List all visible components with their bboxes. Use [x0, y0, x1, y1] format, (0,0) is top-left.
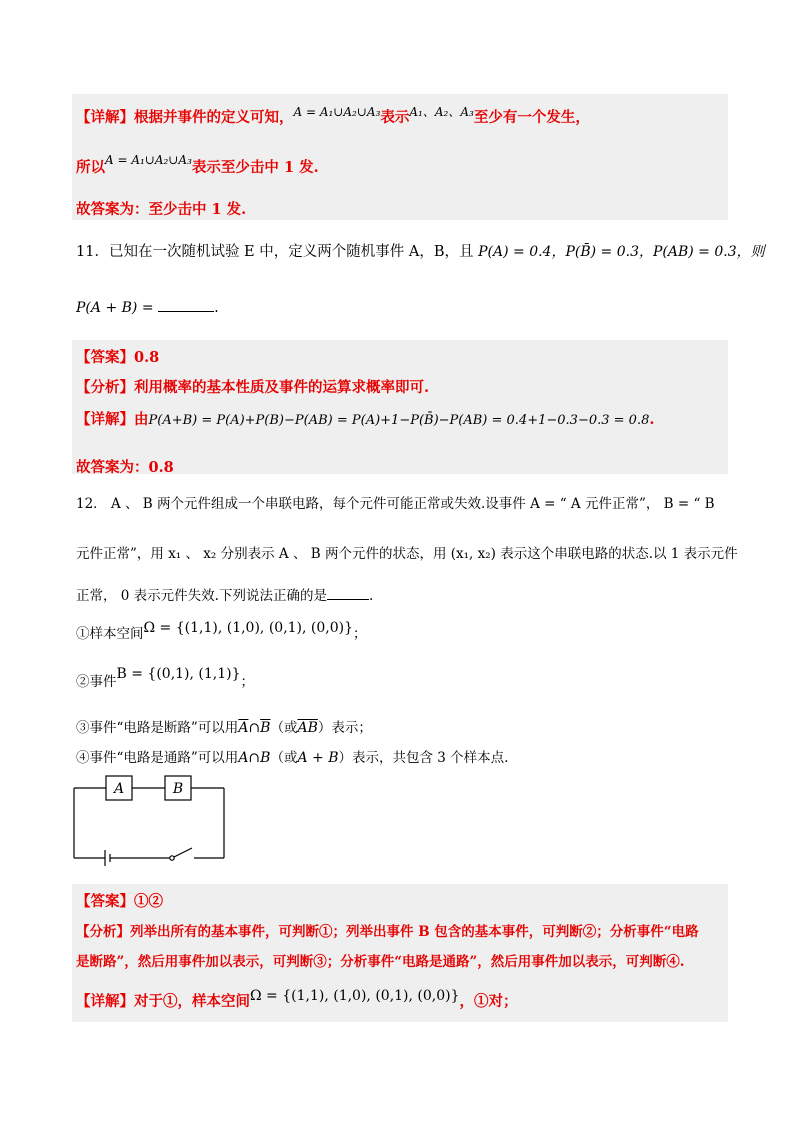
- answer-line: 【答案】①②: [76, 893, 163, 910]
- punctuation: .: [368, 588, 374, 604]
- detail-text: 【详解】根据并事件的定义可知，: [76, 109, 294, 126]
- label-a: A: [113, 781, 125, 797]
- question-12-line-3: [76, 584, 373, 604]
- question-text: 正常， 0 表示元件失效.下列说法正确的是: [76, 588, 327, 604]
- label-b: B: [172, 781, 184, 797]
- answer-blank: [327, 585, 369, 600]
- punctuation: .: [214, 300, 219, 316]
- question-text: 11．已知在一次随机试验 E 中，定义两个随机事件 A，B，且: [76, 244, 474, 260]
- punctuation: ；: [353, 626, 367, 642]
- circuit-diagram: [72, 770, 242, 870]
- math-expression: A + B: [297, 750, 339, 766]
- punctuation: .: [649, 411, 655, 428]
- analysis-line-2: 是断路”，然后用事件加以表示，可判断③；分析事件“电路是通路”，然后用事件加以表示，可判断④.: [76, 954, 685, 970]
- math-expression: P(A+B) = P(A)+P(B)−P(AB) = P(A)+1−P(B̄)−P(AB) = 0.4+1−0.3−0.3 = 0.8: [148, 413, 650, 428]
- math-expression: B = {(0,1), (1,1)}: [116, 666, 241, 682]
- math-expression: P(A) = 0.4，P(B̄) = 0.3，P(AB) = 0.3，则: [478, 244, 765, 260]
- detail-line-2: [76, 153, 319, 177]
- math-expression: $\overline{A}\cap\overline{B}$: [238, 720, 271, 736]
- option-3: [76, 716, 372, 736]
- analysis-line: 【分析】利用概率的基本性质及事件的运算求概率即可.: [76, 379, 430, 396]
- math-expression: P(A + B) =: [76, 300, 154, 316]
- punctuation: ；: [240, 674, 255, 690]
- answer-line: 【答案】0.8: [76, 349, 160, 366]
- detail-text: 表示至少击中 1 发.: [191, 159, 319, 176]
- detail-text: 表示: [380, 109, 410, 126]
- question-11-line-2: [76, 297, 219, 316]
- question-12-line-2: 元件正常”，用 x₁ 、 x₂ 分别表示 A 、 B 两个元件的状态，用 (x₁, x₂) 表示这个串联电路的状态.以 1 表示元件: [76, 546, 738, 562]
- detail-text: ，①对；: [459, 993, 518, 1010]
- math-expression: Ω = {(1,1), (1,0), (0,1), (0,0)}: [143, 620, 354, 636]
- option-text: ④事件“电路是通路”可以用: [76, 750, 239, 766]
- math-expression: A₁、A₂、A₃: [409, 105, 474, 119]
- final-answer-2: 故答案为：0.8: [76, 459, 174, 476]
- option-text: ）表示，共包含 3 个样本点.: [338, 750, 509, 766]
- analysis-line-1: 【分析】列举出所有的基本事件，可判断①；列举出事件 B 包含的基本事件，可判断②；分析事件“电路: [76, 924, 699, 940]
- option-text: （或: [270, 720, 298, 736]
- final-answer-1: 故答案为：至少击中 1 发.: [76, 201, 247, 218]
- question-12-line-1: 12． A 、 B 两个元件组成一个串联电路，每个元件可能正常或失效.设事件 A = “ A 元件正常”， B = “ B: [76, 496, 715, 512]
- detail-text: 【详解】由: [76, 411, 149, 428]
- switch-lever: [174, 848, 192, 857]
- math-expression: A = A₁∪A₂∪A₃: [105, 153, 192, 167]
- option-text: ）表示；: [317, 720, 372, 736]
- detail-text: 至少有一个发生，: [473, 109, 590, 126]
- option-label: ②事件: [76, 674, 117, 690]
- option-text: ③事件“电路是断路”可以用: [76, 720, 239, 736]
- detail-line: [76, 990, 518, 1011]
- math-expression: A = A₁∪A₂∪A₃: [293, 105, 381, 119]
- detail-text: 所以: [76, 159, 105, 176]
- option-label: ①样本空间: [76, 626, 144, 642]
- math-expression: A∩B: [238, 750, 271, 766]
- detail-line-1: [76, 106, 590, 127]
- switch-pivot: [170, 856, 174, 860]
- question-11-line-1: [76, 240, 765, 261]
- option-text: （或: [270, 750, 298, 766]
- option-1: [76, 622, 367, 642]
- answer-blank: [158, 297, 214, 312]
- math-expression: Ω = {(1,1), (1,0), (0,1), (0,0)}: [250, 988, 460, 1004]
- solution-block-2: [72, 340, 728, 474]
- option-2: [76, 666, 255, 690]
- detail-text: 【详解】对于①，样本空间: [76, 993, 250, 1010]
- detail-line: [76, 408, 654, 429]
- math-expression: $\overline{AB}$: [297, 720, 318, 736]
- option-4: [76, 746, 508, 766]
